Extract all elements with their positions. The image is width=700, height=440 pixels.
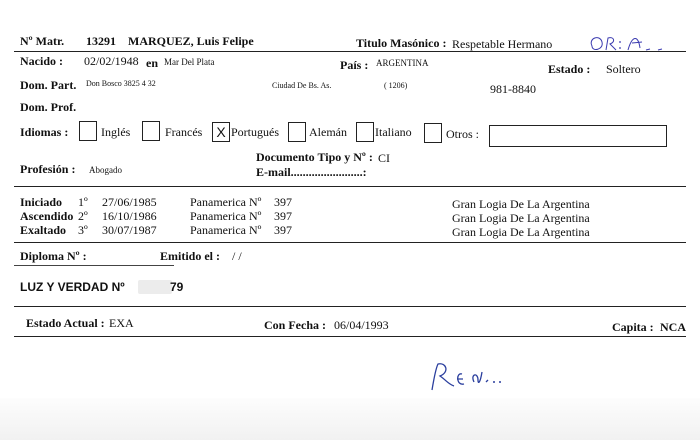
diploma-underline	[14, 265, 174, 266]
idioma-otros-label: Otros :	[446, 127, 479, 141]
estado-actual-value: EXA	[109, 316, 134, 330]
en-label: en	[146, 56, 158, 70]
idioma-frances-label: Francés	[165, 125, 203, 139]
checkbox-ingles[interactable]	[79, 121, 97, 141]
grado-3-gran-logia: Gran Logia De La Argentina	[452, 225, 590, 239]
checkbox-frances[interactable]	[142, 121, 160, 141]
grado-1-num: 1º	[78, 195, 88, 209]
capita-label: Capita :	[612, 320, 654, 334]
handwritten-annotation	[586, 30, 676, 58]
estado-label: Estado :	[548, 62, 591, 76]
estado-value: Soltero	[606, 62, 641, 76]
grado-2-logia-num: 397	[274, 209, 292, 223]
con-fecha-label: Con Fecha :	[264, 318, 326, 332]
profesion-label: Profesión :	[20, 162, 76, 176]
documento-value: CI	[378, 151, 390, 165]
grado-3-label: Exaltado	[20, 223, 67, 237]
dom-postal: ( 1206)	[384, 81, 408, 90]
idioma-portugues-label: Portugués	[231, 125, 279, 139]
luz-value: 79	[170, 280, 184, 294]
email-label: E-mail........................:	[256, 165, 367, 179]
idioma-ingles-label: Inglés	[101, 125, 131, 139]
grado-2-logia: Panamerica Nº	[190, 209, 262, 223]
idiomas-label: Idiomas :	[20, 125, 69, 139]
grado-2-num: 2º	[78, 209, 88, 223]
estado-actual-label: Estado Actual :	[26, 316, 105, 330]
grado-1-date: 27/06/1985	[102, 195, 157, 209]
dom-prof-label: Dom. Prof.	[20, 100, 77, 114]
checkbox-italiano[interactable]	[356, 122, 374, 142]
birth-place: Mar Del Plata	[164, 57, 215, 67]
grado-3-num: 3º	[78, 223, 88, 237]
capita-value: NCA	[660, 320, 686, 334]
otros-input[interactable]	[489, 125, 667, 147]
scan-bottom-shading	[0, 398, 700, 440]
diploma-label: Diploma Nº :	[20, 249, 87, 263]
emitido-value: / /	[232, 249, 242, 263]
grado-1-logia-num: 397	[274, 195, 292, 209]
dom-phone: 981-8840	[490, 82, 536, 96]
emitido-label: Emitido el :	[160, 249, 220, 263]
section-rule-1	[14, 186, 686, 187]
birth-date: 02/02/1948	[84, 54, 139, 68]
grado-1-gran-logia: Gran Logia De La Argentina	[452, 197, 590, 211]
grado-1-label: Iniciado	[20, 195, 63, 209]
header-rule	[14, 51, 686, 52]
documento-label: Documento Tipo y Nº :	[256, 150, 373, 164]
pais-value: ARGENTINA	[376, 58, 429, 68]
grado-1-logia: Panamerica Nº	[190, 195, 262, 209]
luz-label: LUZ Y VERDAD Nº	[20, 280, 125, 294]
grado-2-label: Ascendido	[20, 209, 74, 223]
dom-city: Ciudad De Bs. As.	[272, 81, 332, 90]
signature	[428, 360, 512, 394]
matr-value: 13291	[86, 34, 116, 48]
titulo-value: Respetable Hermano	[452, 37, 553, 51]
pais-label: País :	[340, 58, 369, 72]
con-fecha-value: 06/04/1993	[334, 318, 389, 332]
grado-2-date: 16/10/1986	[102, 209, 157, 223]
matr-label: Nº Matr.	[20, 34, 65, 48]
dom-part-label: Dom. Part.	[20, 78, 77, 92]
grado-3-logia: Panamerica Nº	[190, 223, 262, 237]
member-name: MARQUEZ, Luis Felipe	[128, 34, 254, 48]
grado-3-date: 30/07/1987	[102, 223, 157, 237]
profesion-value: Abogado	[89, 165, 122, 175]
idioma-italiano-label: Italiano	[375, 125, 412, 139]
grado-3-logia-num: 397	[274, 223, 292, 237]
footer-rule	[14, 336, 686, 337]
nacido-label: Nacido :	[20, 54, 63, 68]
titulo-label: Titulo Masónico :	[356, 36, 447, 50]
checkbox-portugues[interactable]: X	[212, 122, 230, 142]
grado-2-gran-logia: Gran Logia De La Argentina	[452, 211, 590, 225]
dom-part-address: Don Bosco 3825 4 32	[86, 79, 156, 88]
idioma-aleman-label: Alemán	[309, 125, 347, 139]
checkbox-otros[interactable]	[424, 123, 442, 143]
section-rule-2	[14, 242, 686, 243]
luz-smudge	[138, 280, 172, 294]
section-rule-3	[14, 306, 686, 307]
checkbox-aleman[interactable]	[288, 122, 306, 142]
